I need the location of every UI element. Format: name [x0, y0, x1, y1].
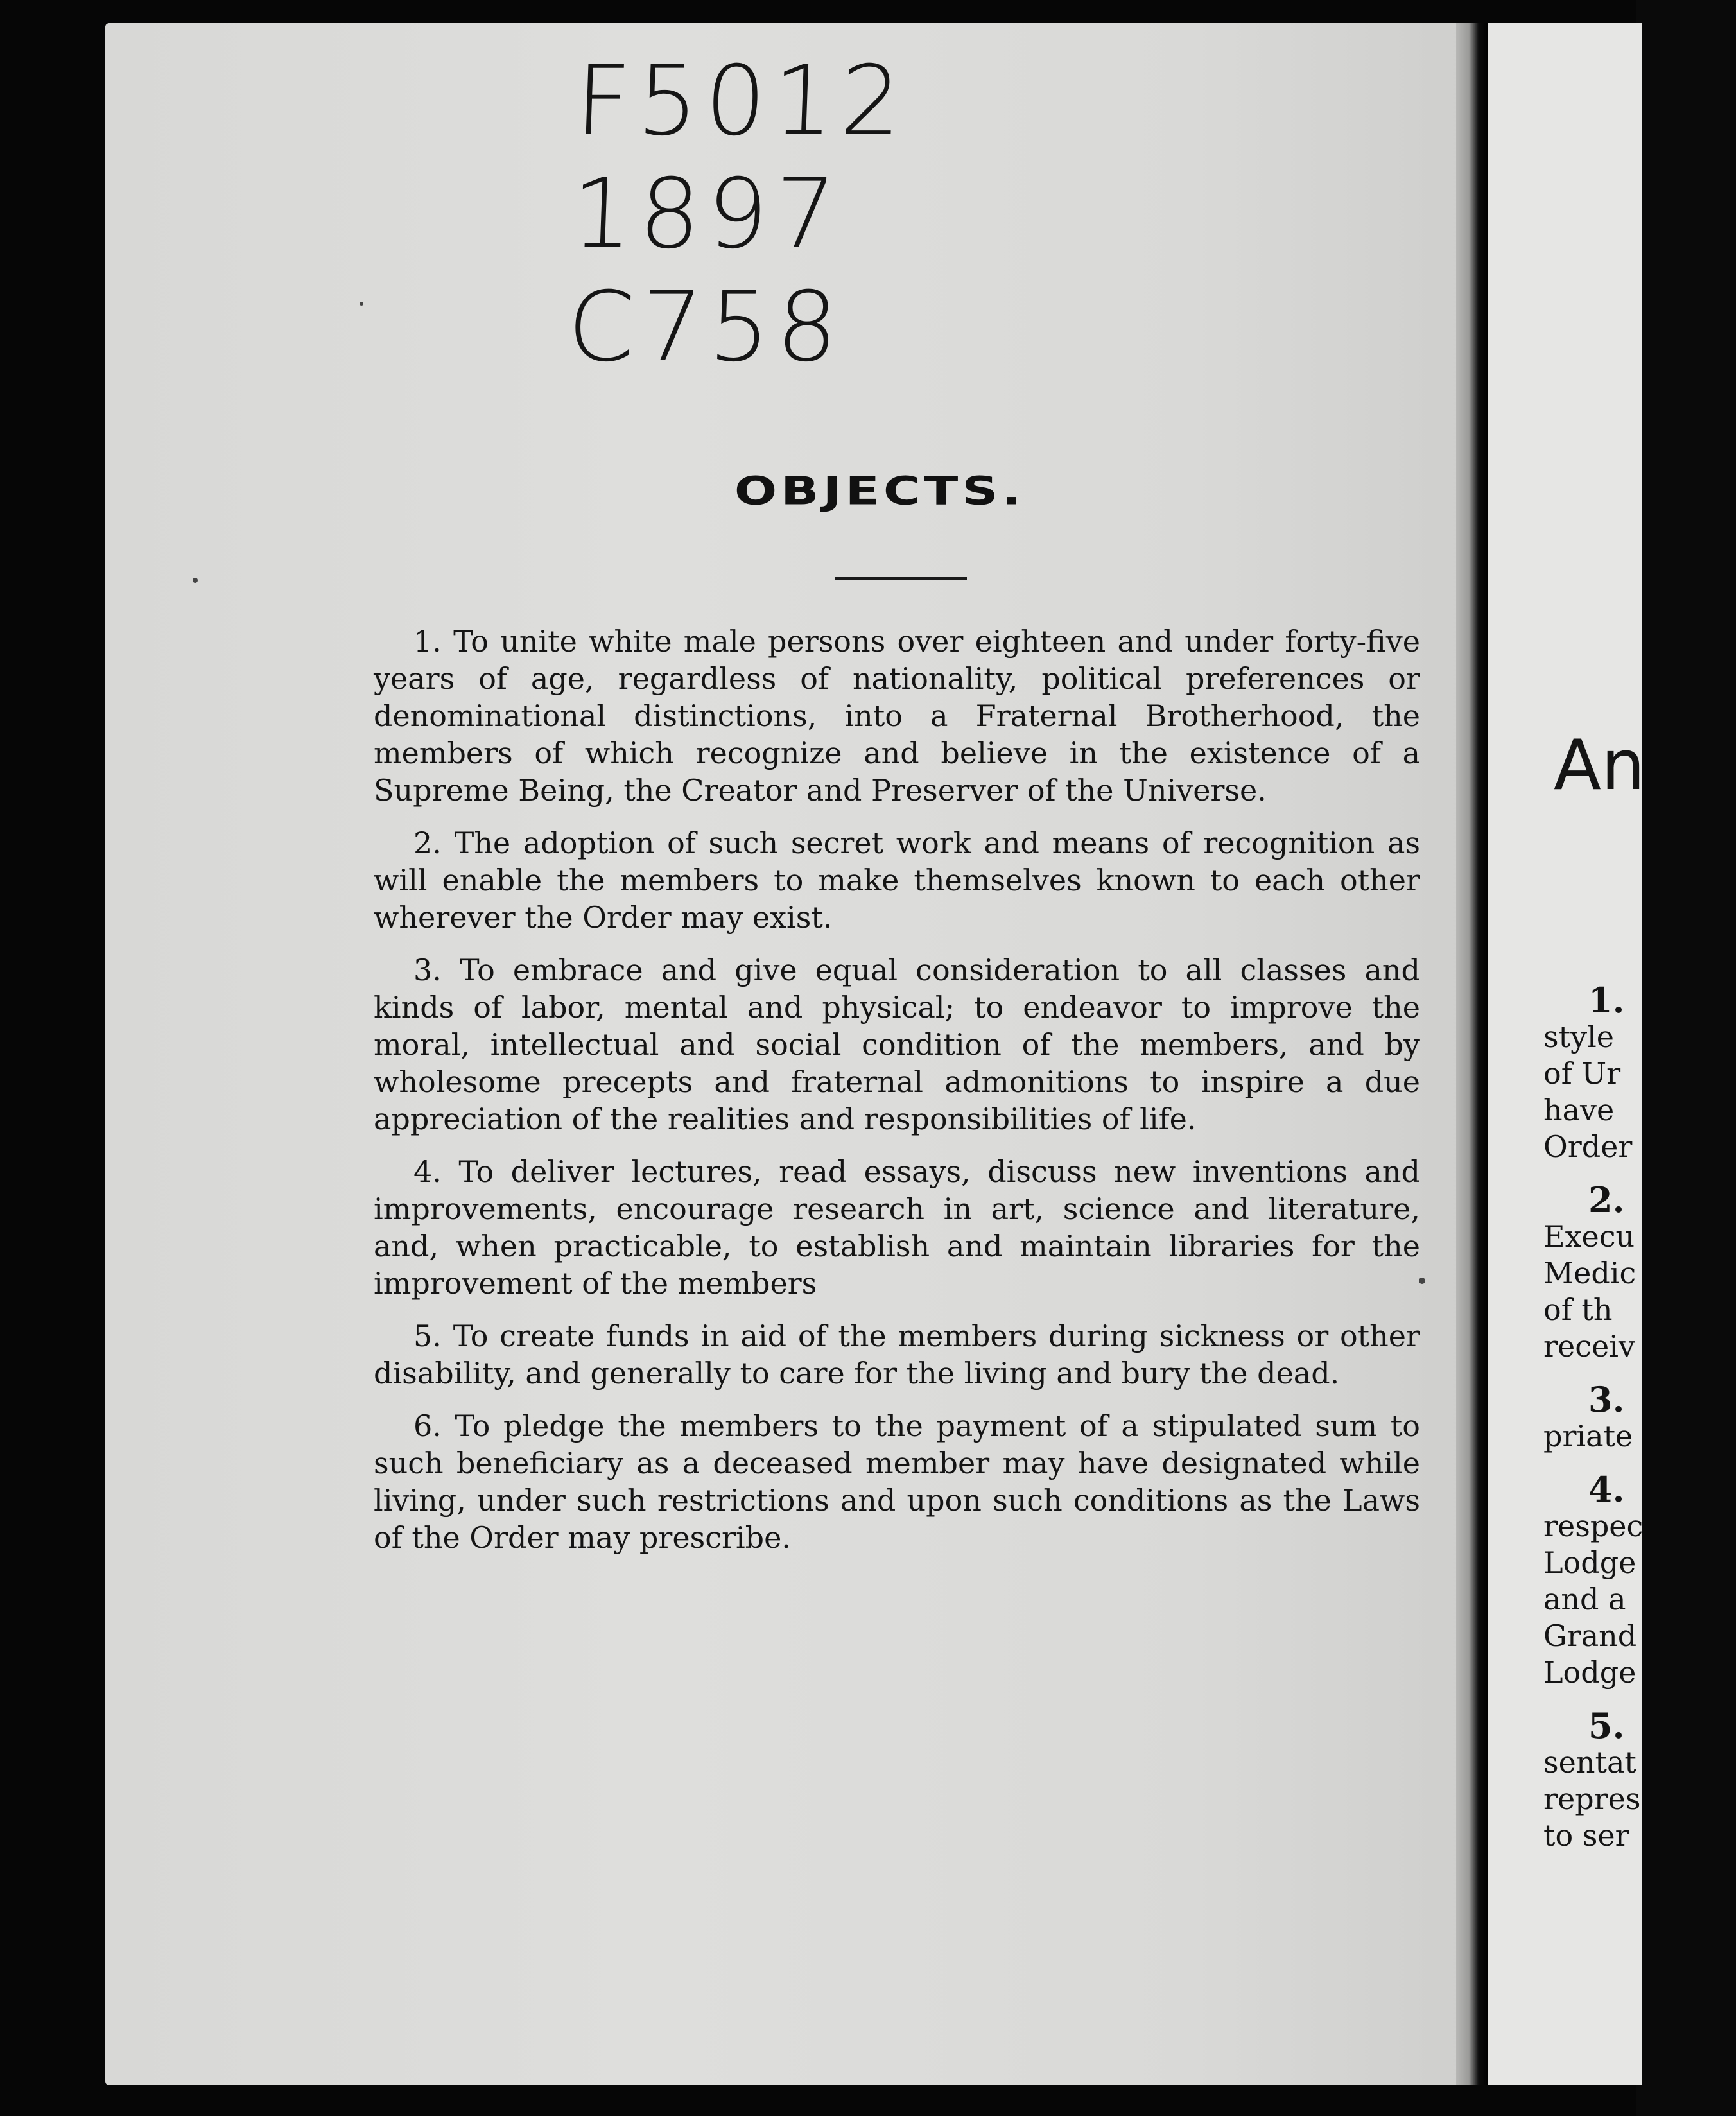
- article-number: 3.: [1588, 1379, 1625, 1420]
- article: [1543, 1705, 1736, 1854]
- article-line: to ser: [1543, 1818, 1629, 1853]
- page-fold: [1456, 23, 1488, 2085]
- object-paragraph: 1. To unite white male persons over eighteen and under forty-five years of age, regardless of nationality, political preferences or denominational distinctions, into a Fraternal Brotherhood, the members of which recognize and believe in the existence of a Supreme Being, the Creator and Preserver of the Universe.: [374, 624, 1420, 808]
- article-line: Lodge: [1543, 1545, 1636, 1580]
- article-line: Order: [1543, 1129, 1633, 1164]
- article-number: 1.: [1588, 980, 1625, 1021]
- article-line: of Ur: [1543, 1056, 1621, 1091]
- right-page-articles: [1543, 982, 1736, 1871]
- article-line: sentat: [1543, 1745, 1636, 1780]
- article-line: respec: [1543, 1509, 1644, 1543]
- article-line: and a: [1543, 1582, 1626, 1617]
- call-number-line: F5012: [573, 46, 910, 157]
- article-line: Grand: [1543, 1618, 1637, 1653]
- article-number: 2.: [1588, 1179, 1625, 1220]
- object-paragraph: 6. To pledge the members to the payment of a stipulated sum to such beneficiary as a deceased member may have designated while living, under such restrictions and upon such conditions as the Laws of the Order may prescribe.: [374, 1409, 1420, 1555]
- article-line: repres: [1543, 1782, 1641, 1816]
- page-title: OBJECTS.: [734, 468, 1025, 514]
- handwritten-call-number: [566, 45, 911, 384]
- article-line: priate: [1543, 1419, 1633, 1453]
- article-number: 4.: [1588, 1469, 1625, 1510]
- article-line: of th: [1543, 1292, 1613, 1327]
- article-line: style: [1543, 1019, 1615, 1054]
- article-line: have: [1543, 1093, 1615, 1127]
- article: [1543, 1379, 1736, 1455]
- call-number-line: 1897: [569, 159, 844, 270]
- article-line: Medic: [1543, 1256, 1636, 1290]
- title-rule: [835, 577, 967, 580]
- article-line: Execu: [1543, 1219, 1635, 1254]
- article-number: 5.: [1588, 1705, 1625, 1746]
- right-page-heading: An: [1554, 725, 1645, 806]
- article: [1543, 1471, 1736, 1691]
- object-paragraph: 3. To embrace and give equal consideration to all classes and kinds of labor, mental and physical; to endeavor to improve the moral, intellectual and social condition of the members, and by wholesome precepts and fraternal admonitions to inspire a due appreciation of the realities and responsibilities of life.: [374, 953, 1420, 1136]
- scan-speck: [1419, 1278, 1425, 1284]
- objects-list: [374, 623, 1420, 1572]
- article-line: Lodge: [1543, 1655, 1636, 1690]
- scan-speck: [193, 578, 198, 583]
- scan-speck: [360, 302, 363, 306]
- object-paragraph: 2. The adoption of such secret work and means of recognition as will enable the members to make themselves known to each other wherever the Order may exist.: [374, 826, 1420, 935]
- object-paragraph: 5. To create funds in aid of the members during sickness or other disability, and generally to care for the living and bury the dead.: [374, 1319, 1420, 1391]
- article: [1543, 1179, 1736, 1365]
- call-number-line: C758: [565, 272, 846, 383]
- article: [1543, 982, 1736, 1165]
- article-line: receiv: [1543, 1329, 1635, 1364]
- object-paragraph: 4. To deliver lectures, read essays, discuss new inventions and improvements, encourage research in art, science and literature, and, when practicable, to establish and maintain libraries for the improvement of the members: [374, 1154, 1420, 1301]
